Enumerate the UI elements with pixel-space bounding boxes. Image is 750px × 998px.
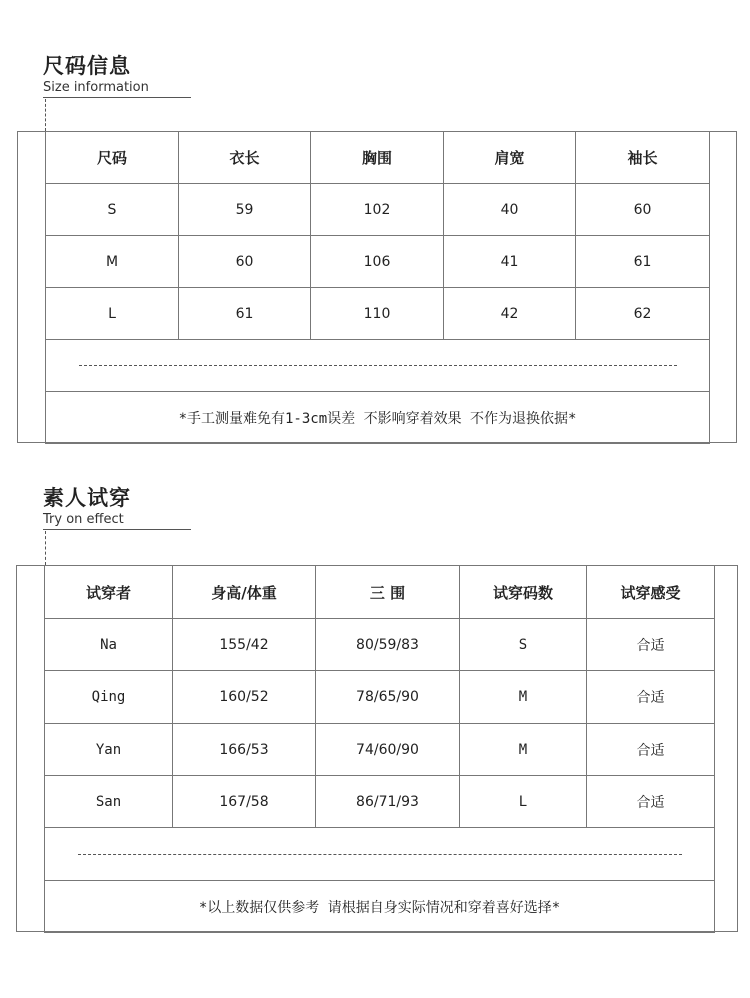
cell-tester: Na [45, 619, 173, 671]
table-row [45, 776, 715, 828]
try-section-header [43, 486, 131, 528]
cell-measurements: 78/65/90 [316, 671, 460, 724]
header-height-weight: 身高/体重 [173, 566, 316, 619]
try-section-subtitle: Try on effect [43, 512, 124, 527]
cell-shoulder: 40 [444, 184, 576, 236]
table-row [45, 671, 715, 724]
size-section-title: 尺码信息 [43, 53, 131, 78]
cell-height-weight: 166/53 [173, 724, 316, 776]
cell-try-size: S [460, 619, 587, 671]
cell-feeling: 合适 [587, 776, 715, 828]
table-row [45, 619, 715, 671]
size-section-rule [43, 97, 191, 98]
header-size: 尺码 [46, 132, 179, 184]
table-row [46, 288, 710, 340]
cell-size: M [46, 236, 179, 288]
header-length: 衣长 [179, 132, 311, 184]
cell-length: 59 [179, 184, 311, 236]
header-tester: 试穿者 [45, 566, 173, 619]
cell-feeling: 合适 [587, 724, 715, 776]
note-row [46, 392, 710, 444]
size-section-header [43, 54, 149, 96]
cell-tester: San [45, 776, 173, 828]
cell-feeling: 合适 [587, 671, 715, 724]
size-note: *手工测量难免有1-3cm误差 不影响穿着效果 不作为退换依据* [46, 392, 710, 444]
size-section-subtitle: Size information [43, 80, 149, 95]
dashed-divider [79, 365, 677, 366]
cell-shoulder: 42 [444, 288, 576, 340]
table-row [45, 724, 715, 776]
header-sleeve: 袖长 [576, 132, 710, 184]
table-row [46, 184, 710, 236]
cell-size: S [46, 184, 179, 236]
cell-sleeve: 60 [576, 184, 710, 236]
cell-length: 61 [179, 288, 311, 340]
cell-height-weight: 160/52 [173, 671, 316, 724]
try-section-dash-connector [45, 531, 46, 565]
cell-try-size: M [460, 724, 587, 776]
cell-shoulder: 41 [444, 236, 576, 288]
size-section-dash-connector [45, 99, 46, 131]
cell-height-weight: 167/58 [173, 776, 316, 828]
cell-measurements: 80/59/83 [316, 619, 460, 671]
header-feeling: 试穿感受 [587, 566, 715, 619]
header-measurements: 三 围 [316, 566, 460, 619]
header-chest: 胸围 [311, 132, 444, 184]
cell-sleeve: 61 [576, 236, 710, 288]
header-try-size: 试穿码数 [460, 566, 587, 619]
try-section-title: 素人试穿 [43, 485, 131, 510]
cell-feeling: 合适 [587, 619, 715, 671]
cell-length: 60 [179, 236, 311, 288]
table-row [46, 236, 710, 288]
size-table-header-row [46, 132, 710, 184]
try-table [44, 565, 715, 933]
dashed-divider [78, 854, 682, 855]
cell-measurements: 74/60/90 [316, 724, 460, 776]
cell-size: L [46, 288, 179, 340]
try-table-header-row [45, 566, 715, 619]
try-section-rule [43, 529, 191, 530]
dashed-divider-row [46, 340, 710, 392]
cell-tester: Yan [45, 724, 173, 776]
cell-try-size: L [460, 776, 587, 828]
dashed-divider-row [45, 828, 715, 881]
cell-chest: 110 [311, 288, 444, 340]
cell-try-size: M [460, 671, 587, 724]
note-row [45, 881, 715, 933]
try-note: *以上数据仅供参考 请根据自身实际情况和穿着喜好选择* [45, 881, 715, 933]
cell-sleeve: 62 [576, 288, 710, 340]
cell-height-weight: 155/42 [173, 619, 316, 671]
size-table [45, 131, 710, 444]
cell-tester: Qing [45, 671, 173, 724]
header-shoulder: 肩宽 [444, 132, 576, 184]
cell-chest: 106 [311, 236, 444, 288]
cell-chest: 102 [311, 184, 444, 236]
cell-measurements: 86/71/93 [316, 776, 460, 828]
